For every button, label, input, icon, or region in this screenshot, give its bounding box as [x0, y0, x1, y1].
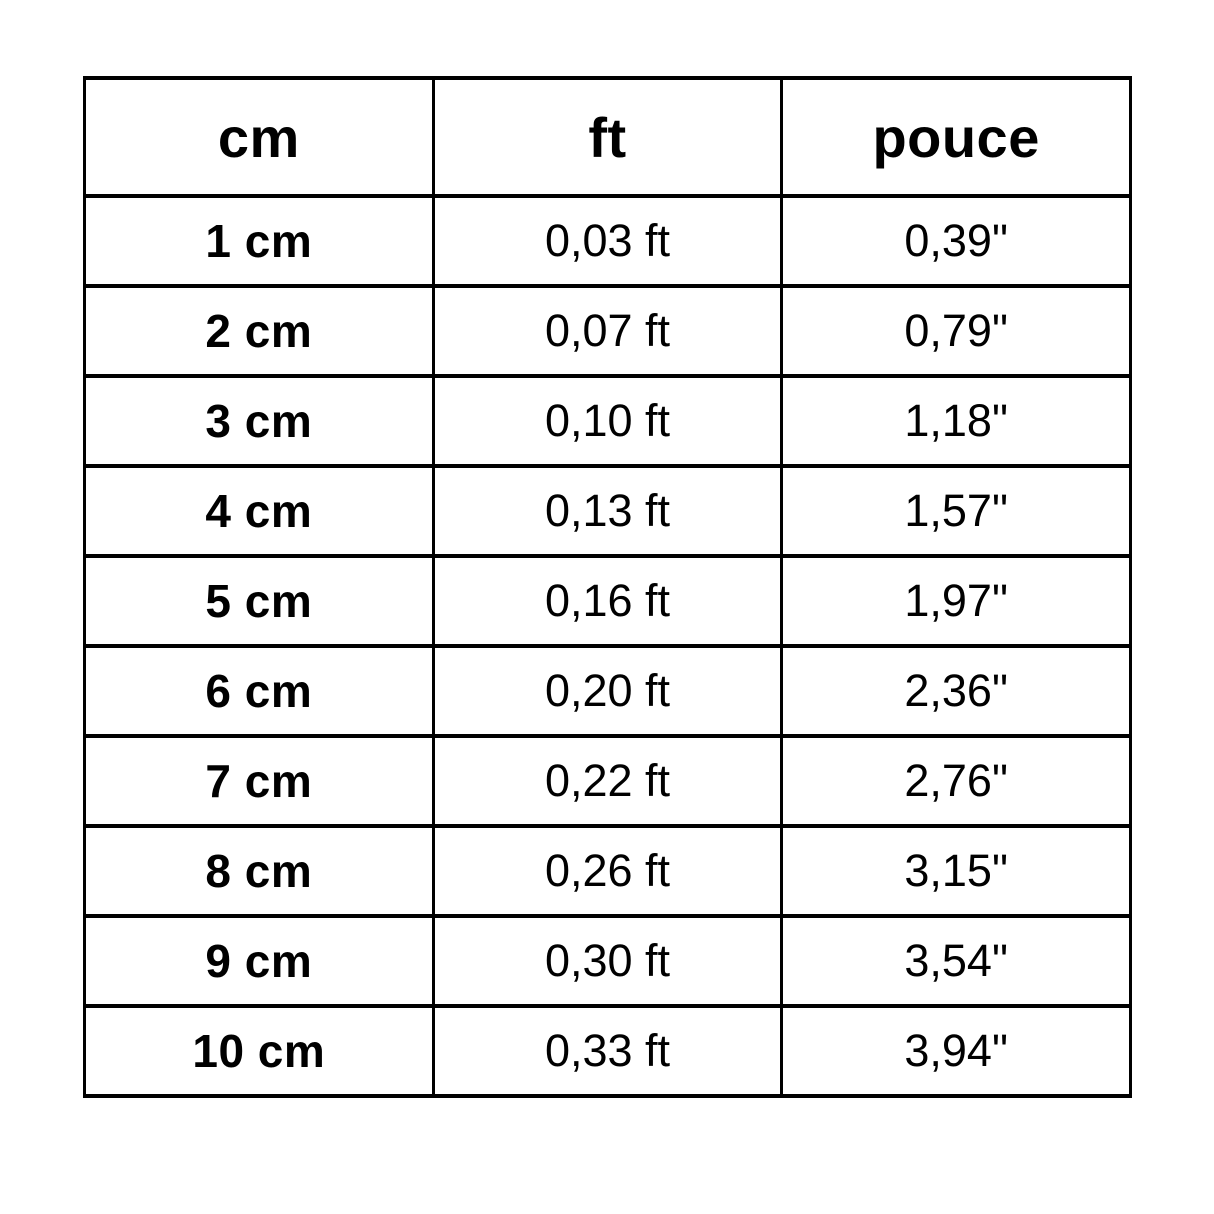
- header-cm: cm: [85, 78, 434, 196]
- table-row: [85, 1006, 1131, 1096]
- header-pouce: pouce: [782, 78, 1131, 196]
- cell-ft: 0,16 ft: [433, 556, 782, 646]
- cell-cm: 2 cm: [85, 286, 434, 376]
- cell-ft: 0,20 ft: [433, 646, 782, 736]
- cell-ft: 0,07 ft: [433, 286, 782, 376]
- cell-pouce: 0,79": [782, 286, 1131, 376]
- table-row: [85, 826, 1131, 916]
- cell-ft: 0,13 ft: [433, 466, 782, 556]
- cell-pouce: 3,94": [782, 1006, 1131, 1096]
- table-row: [85, 196, 1131, 286]
- table-row: [85, 916, 1131, 1006]
- cell-pouce: 2,76": [782, 736, 1131, 826]
- cell-cm: 1 cm: [85, 196, 434, 286]
- cell-pouce: 1,97": [782, 556, 1131, 646]
- cell-ft: 0,22 ft: [433, 736, 782, 826]
- cell-ft: 0,30 ft: [433, 916, 782, 1006]
- cell-pouce: 3,54": [782, 916, 1131, 1006]
- cell-cm: 7 cm: [85, 736, 434, 826]
- cell-cm: 9 cm: [85, 916, 434, 1006]
- cell-pouce: 0,39": [782, 196, 1131, 286]
- cell-ft: 0,33 ft: [433, 1006, 782, 1096]
- table-row: [85, 646, 1131, 736]
- cell-cm: 8 cm: [85, 826, 434, 916]
- conversion-table: [83, 76, 1132, 1098]
- cell-cm: 4 cm: [85, 466, 434, 556]
- table-row: [85, 286, 1131, 376]
- cell-ft: 0,03 ft: [433, 196, 782, 286]
- cell-ft: 0,10 ft: [433, 376, 782, 466]
- table-row: [85, 556, 1131, 646]
- cell-ft: 0,26 ft: [433, 826, 782, 916]
- cell-cm: 6 cm: [85, 646, 434, 736]
- header-ft: ft: [433, 78, 782, 196]
- table-row: [85, 466, 1131, 556]
- cell-pouce: 2,36": [782, 646, 1131, 736]
- table-row: [85, 736, 1131, 826]
- header-row: [85, 78, 1131, 196]
- cell-cm: 3 cm: [85, 376, 434, 466]
- cell-cm: 5 cm: [85, 556, 434, 646]
- cell-cm: 10 cm: [85, 1006, 434, 1096]
- cell-pouce: 1,18": [782, 376, 1131, 466]
- table-row: [85, 376, 1131, 466]
- cell-pouce: 3,15": [782, 826, 1131, 916]
- cell-pouce: 1,57": [782, 466, 1131, 556]
